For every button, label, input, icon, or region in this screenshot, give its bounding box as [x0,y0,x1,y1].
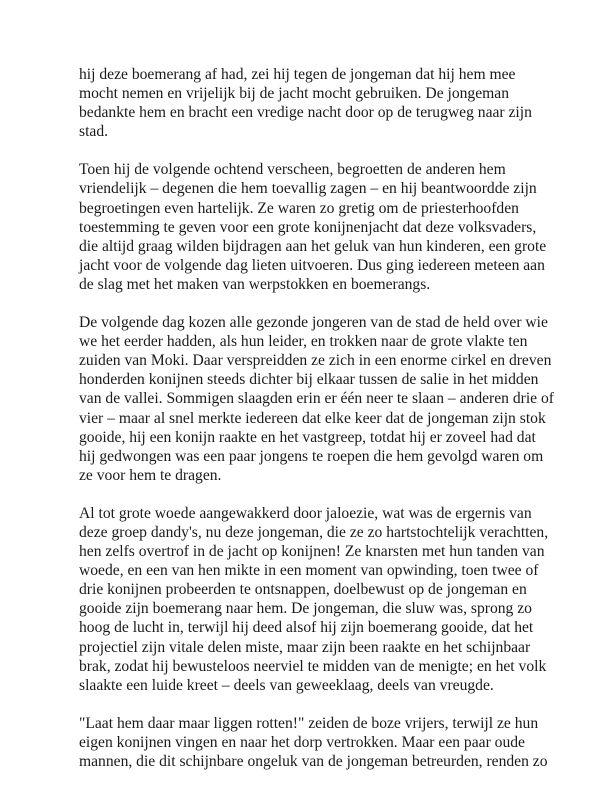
paragraph-3 [79,313,554,485]
text-line: "Laat hem daar maar liggen rotten!" zeiden de boze vrijers, terwijl ze hun [79,714,539,732]
text-line: bedankte hem en bracht een vredige nacht door op de terugweg naar zijn [79,104,532,122]
text-line: Al tot grote woede aangewakkerd door jaloezie, wat was de ergernis van [79,504,532,522]
text-line: vriendelijk – degenen die hem toevallig zagen – en hij beantwoordde zijn [79,180,537,198]
text-line: de slag met het maken van werpstokken en boemerangs. [79,275,431,293]
text-line: eigen konijnen vingen en naar het dorp vertrokken. Maar een paar oude [79,733,525,751]
text-line: hen zelfs overtrof in de jacht op konijnen! Ze knarsten met hun tanden van [79,543,545,561]
paragraph-1 [79,65,534,141]
text-line: hij deze boemerang af had, zei hij tegen de jongeman dat hij hem mee [79,66,516,83]
text-line: deze groep dandy's, nu deze jongeman, die ze zo hartstochtelijk verachtten, [79,523,549,541]
text-line: honderden konijnen steeds dichter bij elkaar tussen de salie in het midden [79,371,539,389]
text-line: ze voor hem te dragen. [79,466,222,484]
document-text [79,65,554,790]
text-line: mannen, die dit schijnbare ongeluk van de jongeman betreurden, renden zo [79,753,548,770]
text-line: slaakte een luide kreet – deels van geweeklaag, deels van vreugde. [79,676,494,694]
text-line: Toen hij de volgende ochtend verscheen, begroetten de anderen hem [79,161,506,179]
text-line: toestemming te geven voor een grote konijnenjacht dat deze volksvaders, [79,218,537,236]
text-line: hoog de lucht in, terwijl hij deed alsof hij zijn boemerang gooide, dat het [79,619,534,637]
text-line: projectiel zijn vitale delen miste, maar zijn been raakte en het schijnbaar [79,638,531,656]
text-line: drie konijnen probeerden te ontsnappen, doelbewust op de jongeman en [79,581,527,599]
text-line: we het eerder hadden, als hun leider, en trokken naar de grote vlakte ten [79,333,528,351]
text-line: brak, zodat hij bewusteloos neerviel te midden van de menigte; en het volk [79,657,547,675]
paragraph-5 [79,714,548,771]
text-line: hij gedwongen was een paar jongens te roepen die hem gevolgd waren om [79,447,544,465]
text-line: woede, en een van hen mikte in een moment van opwinding, toen twee of [79,562,539,580]
text-line: gooide, hij een konijn raakte en het vastgreep, totdat hij er zoveel had dat [79,428,536,446]
text-line: mocht nemen en vrijelijk bij de jacht mocht gebruiken. De jongeman [79,85,510,103]
text-line: begroetingen even hartelijk. Ze waren zo gretig om de priesterhoofden [79,199,519,217]
text-line: die altijd graag wilden bijdragen aan het geluk van hun kinderen, een grote [79,237,547,255]
text-line: jacht voor de volgende dag lieten uitvoeren. Dus ging iedereen meteen aan [79,256,545,274]
text-line: De volgende dag kozen alle gezonde jongeren van de stad de held over wie [79,314,548,332]
text-line: zuiden van Moki. Daar verspreidden ze zich in een enorme cirkel en dreven [79,352,552,370]
text-line: gooide zijn boemerang naar hem. De jongeman, die sluw was, sprong zo [79,600,532,618]
text-line: van de vallei. Sommigen slaagden erin er één neer te slaan – anderen drie of [79,390,554,408]
text-line: vier – maar al snel merkte iedereen dat elke keer dat de jongeman zijn stok [79,409,546,427]
text-line: stad. [79,123,109,141]
paragraph-4 [79,504,549,695]
paragraph-2 [79,160,547,294]
